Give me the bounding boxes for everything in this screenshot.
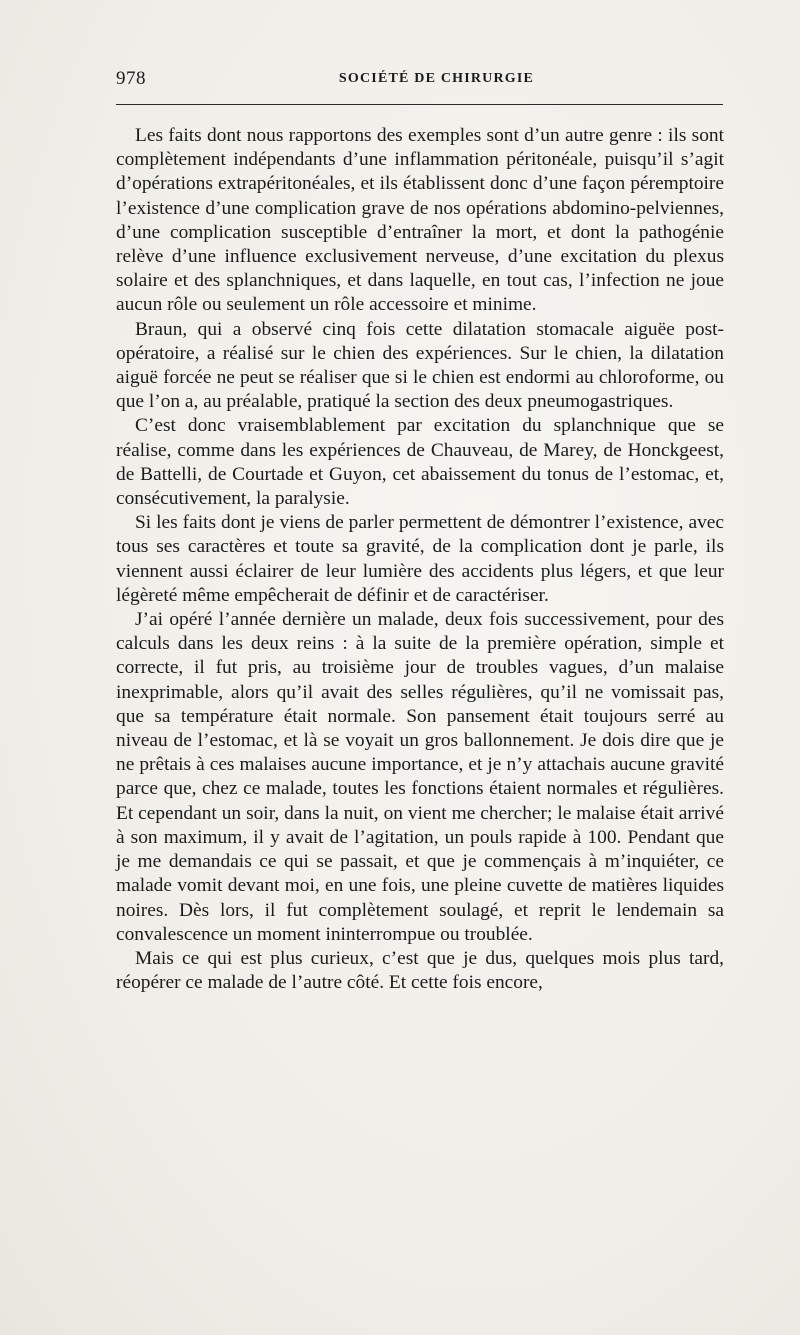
- page-number: 978: [116, 68, 146, 89]
- paragraph-1: Les faits dont nous rapportons des exemples sont d’un autre genre : ils sont complètement indépendants d’une inflammation péritonéale, puisqu’il s’agit d’opérations extrapéritonéales, et ils établissent donc d’une façon péremptoire l’existence d’une complication grave de nos opérations abdomino-pelviennes, d’une complication susceptible d’entraîner la mort, et dont la pathogénie relève d’une influence exclusivement nerveuse, d’une excitation du plexus solaire et des splanchniques, et dans laquelle, en tout cas, l’infection ne joue aucun rôle ou seulement un rôle accessoire et minime.: [116, 125, 724, 316]
- paragraph-2: Braun, qui a observé cinq fois cette dilatation stomacale aiguëe post-opératoire, a réalisé sur le chien des expériences. Sur le chien, la dilatation aiguë forcée ne peut se réaliser que si le chien est endormi au chloroforme, ou que l’on a, au préalable, pratiqué la section des deux pneumogastriques.: [116, 318, 724, 413]
- paragraph-3: C’est donc vraisemblablement par excitation du splanchnique que se réalise, comme dans les expériences de Chauveau, de Marey, de Honckgeest, de Battelli, de Courtade et Guyon, cet abaissement du tonus de l’estomac, et, consécutivement, la paralysie.: [116, 415, 724, 510]
- running-title: SOCIÉTÉ DE CHIRURGIE: [338, 71, 535, 86]
- paragraph-5: J’ai opéré l’année dernière un malade, deux fois successivement, pour des calculs dans les deux reins : à la suite de la première opération, simple et correcte, il fut pris, au troisième jour de troubles vagues, d’un malaise inexprimable, alors qu’il avait des selles régulières, qu’il ne vomissait pas, que sa température était normale. Son pansement était toujours serré au niveau de l’estomac, et là se voyait un gros ballonnement. Je dois dire que je ne prêtais à ces malaises aucune importance, et je n’y attachais aucune gravité parce que, chez ce malade, toutes les fonctions étaient normales et régulières. Et cependant un soir, dans la nuit, on vient me chercher; le malaise était arrivé à son maximum, il y avait de l’agitation, un pouls rapide à 100. Pendant que je me demandais ce qui se passait, et que je commençais à m’inquiéter, ce malade vomit devant moi, en une fois, une pleine cuvette de matières liquides noires. Dès lors, il fut complètement soulagé, et reprit le lendemain sa convalescence un moment ininterrompue ou troublée.: [116, 609, 724, 945]
- body-text: [116, 124, 724, 995]
- header-rule: [116, 104, 723, 105]
- paragraph-4: Si les faits dont je viens de parler permettent de démontrer l’existence, avec tous ses caractères et toute sa gravité, de la complication dont je parle, ils viennent aussi éclairer de leur lumière des accidents plus légers, et que leur légèreté même empêcherait de définir et de caractériser.: [116, 512, 724, 606]
- paragraph-6: Mais ce qui est plus curieux, c’est que je dus, quelques mois plus tard, réopérer ce malade de l’autre côté. Et cette fois encore,: [116, 947, 724, 994]
- page-header: [116, 68, 723, 94]
